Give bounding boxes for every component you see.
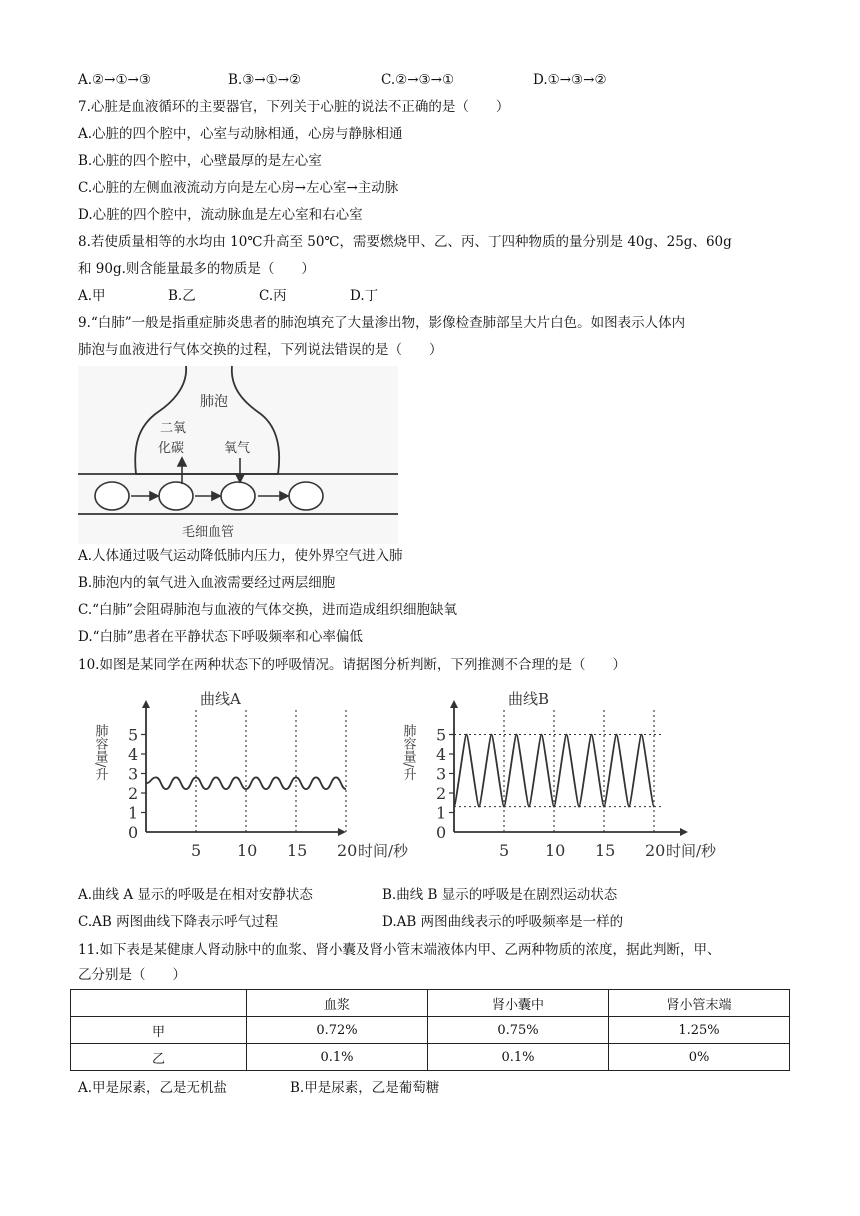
q9-option-c: C.“白肺”会阻碍肺泡与血液的气体交换，进而造成组织细胞缺氧 bbox=[78, 602, 457, 618]
y-tick-label: 2 bbox=[128, 784, 139, 803]
q7-option-d: D.心脏的四个腔中，流动脉血是左心室和右心室 bbox=[78, 207, 363, 223]
x-tick-label: 5 bbox=[499, 841, 510, 860]
q10-option-a: A.曲线 A 显示的呼吸是在相对安静状态 bbox=[78, 887, 313, 903]
q8-stem-line1: 8.若使质量相等的水均由 10℃升高至 50℃，需要燃烧甲、乙、丙、丁四种物质的量分别是 40g、25g、60g bbox=[78, 234, 732, 250]
table-cell: 0.75% bbox=[428, 1017, 609, 1044]
q10-option-b: B.曲线 B 显示的呼吸是在剧烈运动状态 bbox=[382, 887, 618, 903]
chart-title: 曲线A bbox=[200, 690, 241, 708]
q9-option-a: A.人体通过吸气运动降低肺内压力，使外界空气进入肺 bbox=[78, 548, 403, 564]
x-tick-label: 5 bbox=[191, 841, 202, 860]
table-header-cell: 血浆 bbox=[247, 990, 428, 1017]
q7-stem: 7.心脏是血液循环的主要器官，下列关于心脏的说法不正确的是（ ） bbox=[78, 99, 510, 115]
x-tick-label: 10 bbox=[545, 841, 566, 860]
q9-stem-line1: 9.“白肺”一般是指重症肺炎患者的肺泡填充了大量渗出物，影像检查肺部呈大片白色。如图表示人体内 bbox=[78, 315, 686, 331]
y-tick-label: 3 bbox=[436, 764, 447, 784]
y-tick-label: 2 bbox=[436, 784, 447, 803]
table-cell: 0.1% bbox=[247, 1044, 428, 1071]
q6-option-b: B.③→①→② bbox=[228, 72, 302, 88]
red-blood-cell bbox=[159, 482, 193, 510]
o2-label: 氧气 bbox=[224, 441, 251, 456]
x-tick-label: 20 bbox=[337, 841, 358, 860]
x-tick-label: 20 bbox=[645, 841, 666, 860]
y-tick-label: 0 bbox=[128, 823, 139, 842]
x-axis-label: 时间/秒 bbox=[358, 842, 409, 860]
table-cell: 0.1% bbox=[428, 1044, 609, 1071]
q9-option-d: D.“白肺”患者在平静状态下呼吸频率和心率偏低 bbox=[78, 629, 363, 645]
capillary-label: 毛细血管 bbox=[182, 525, 235, 540]
x-axis-arrow bbox=[680, 828, 688, 836]
q8-stem-line2: 和 90g.则含能量最多的物质是（ ） bbox=[78, 261, 315, 277]
chart-title: 曲线B bbox=[508, 690, 550, 708]
y-tick-label: 4 bbox=[128, 745, 139, 764]
alveolus-gas-exchange-diagram bbox=[78, 366, 398, 544]
table-header-row bbox=[71, 990, 790, 1017]
q8-option-b: B.乙 bbox=[168, 288, 196, 304]
breathing-chart-b bbox=[386, 684, 716, 870]
x-tick-label: 10 bbox=[237, 841, 258, 860]
q7-option-c: C.心脏的左侧血液流动方向是左心房→左心室→主动脉 bbox=[78, 180, 399, 196]
y-axis-arrow bbox=[142, 700, 150, 708]
table-header-cell: 肾小囊中 bbox=[428, 990, 609, 1017]
x-tick-label: 15 bbox=[595, 841, 616, 860]
table-cell: 乙 bbox=[71, 1044, 247, 1071]
y-tick-label: 4 bbox=[436, 745, 447, 764]
table-header-cell bbox=[71, 990, 247, 1017]
co2-label-line2: 化碳 bbox=[158, 441, 185, 456]
q11-stem-line1: 11.如下表是某健康人肾动脉中的血浆、肾小囊及肾小管末端液体内甲、乙两种物质的浓度，据此判断，甲、 bbox=[78, 942, 721, 958]
table-row bbox=[71, 1017, 790, 1044]
q6-option-d: D.①→③→② bbox=[533, 72, 607, 88]
y-axis-label: 肺容量/升 bbox=[92, 724, 108, 781]
breathing-chart-a bbox=[78, 684, 409, 870]
table-cell: 0% bbox=[609, 1044, 790, 1071]
q8-option-d: D.丁 bbox=[350, 288, 379, 304]
q6-option-a: A.②→①→③ bbox=[78, 72, 151, 88]
q8-option-c: C.丙 bbox=[259, 288, 287, 304]
y-tick-label: 5 bbox=[128, 725, 139, 745]
x-axis-label: 时间/秒 bbox=[666, 842, 717, 860]
x-axis-arrow bbox=[338, 828, 346, 836]
table-row bbox=[71, 1044, 790, 1071]
q10-option-c: C.AB 两图曲线下降表示呼气过程 bbox=[78, 914, 279, 930]
series-line bbox=[146, 777, 346, 789]
q10-option-d: D.AB 两图曲线表示的呼吸频率是一样的 bbox=[382, 914, 624, 930]
table-header-cell: 肾小管末端 bbox=[609, 990, 790, 1017]
q6-option-c: C.②→③→① bbox=[381, 72, 455, 88]
table-cell: 甲 bbox=[71, 1017, 247, 1044]
y-axis-arrow bbox=[450, 700, 458, 708]
co2-label-line1: 二氧 bbox=[160, 421, 187, 436]
red-blood-cell bbox=[95, 482, 129, 510]
concentration-table bbox=[70, 989, 790, 1071]
y-axis-label: 肺容量/升 bbox=[400, 724, 416, 781]
y-tick-label: 5 bbox=[436, 725, 447, 745]
y-tick-label: 1 bbox=[436, 803, 447, 823]
q11-option-b: B.甲是尿素，乙是葡萄糖 bbox=[290, 1080, 440, 1096]
q8-option-a: A.甲 bbox=[78, 288, 106, 304]
table-cell: 1.25% bbox=[609, 1017, 790, 1044]
x-tick-label: 15 bbox=[287, 841, 308, 860]
alveolus-label: 肺泡 bbox=[200, 394, 228, 410]
q9-option-b: B.肺泡内的氧气进入血液需要经过两层细胞 bbox=[78, 575, 336, 591]
y-tick-label: 3 bbox=[128, 764, 139, 784]
q7-option-b: B.心脏的四个腔中，心壁最厚的是左心室 bbox=[78, 153, 322, 169]
q10-stem: 10.如图是某同学在两种状态下的呼吸情况。请据图分析判断，下列推测不合理的是（ ） bbox=[78, 657, 626, 673]
q9-stem-line2: 肺泡与血液进行气体交换的过程，下列说法错误的是（ ） bbox=[78, 342, 443, 358]
q11-stem-line2: 乙分别是（ ） bbox=[78, 967, 186, 983]
y-tick-label: 1 bbox=[128, 803, 139, 823]
table-cell: 0.72% bbox=[247, 1017, 428, 1044]
q11-option-a: A.甲是尿素，乙是无机盐 bbox=[78, 1080, 228, 1096]
red-blood-cell bbox=[221, 482, 255, 510]
y-tick-label: 0 bbox=[436, 823, 447, 842]
red-blood-cell bbox=[289, 482, 323, 510]
q7-option-a: A.心脏的四个腔中，心室与动脉相通，心房与静脉相通 bbox=[78, 126, 403, 142]
